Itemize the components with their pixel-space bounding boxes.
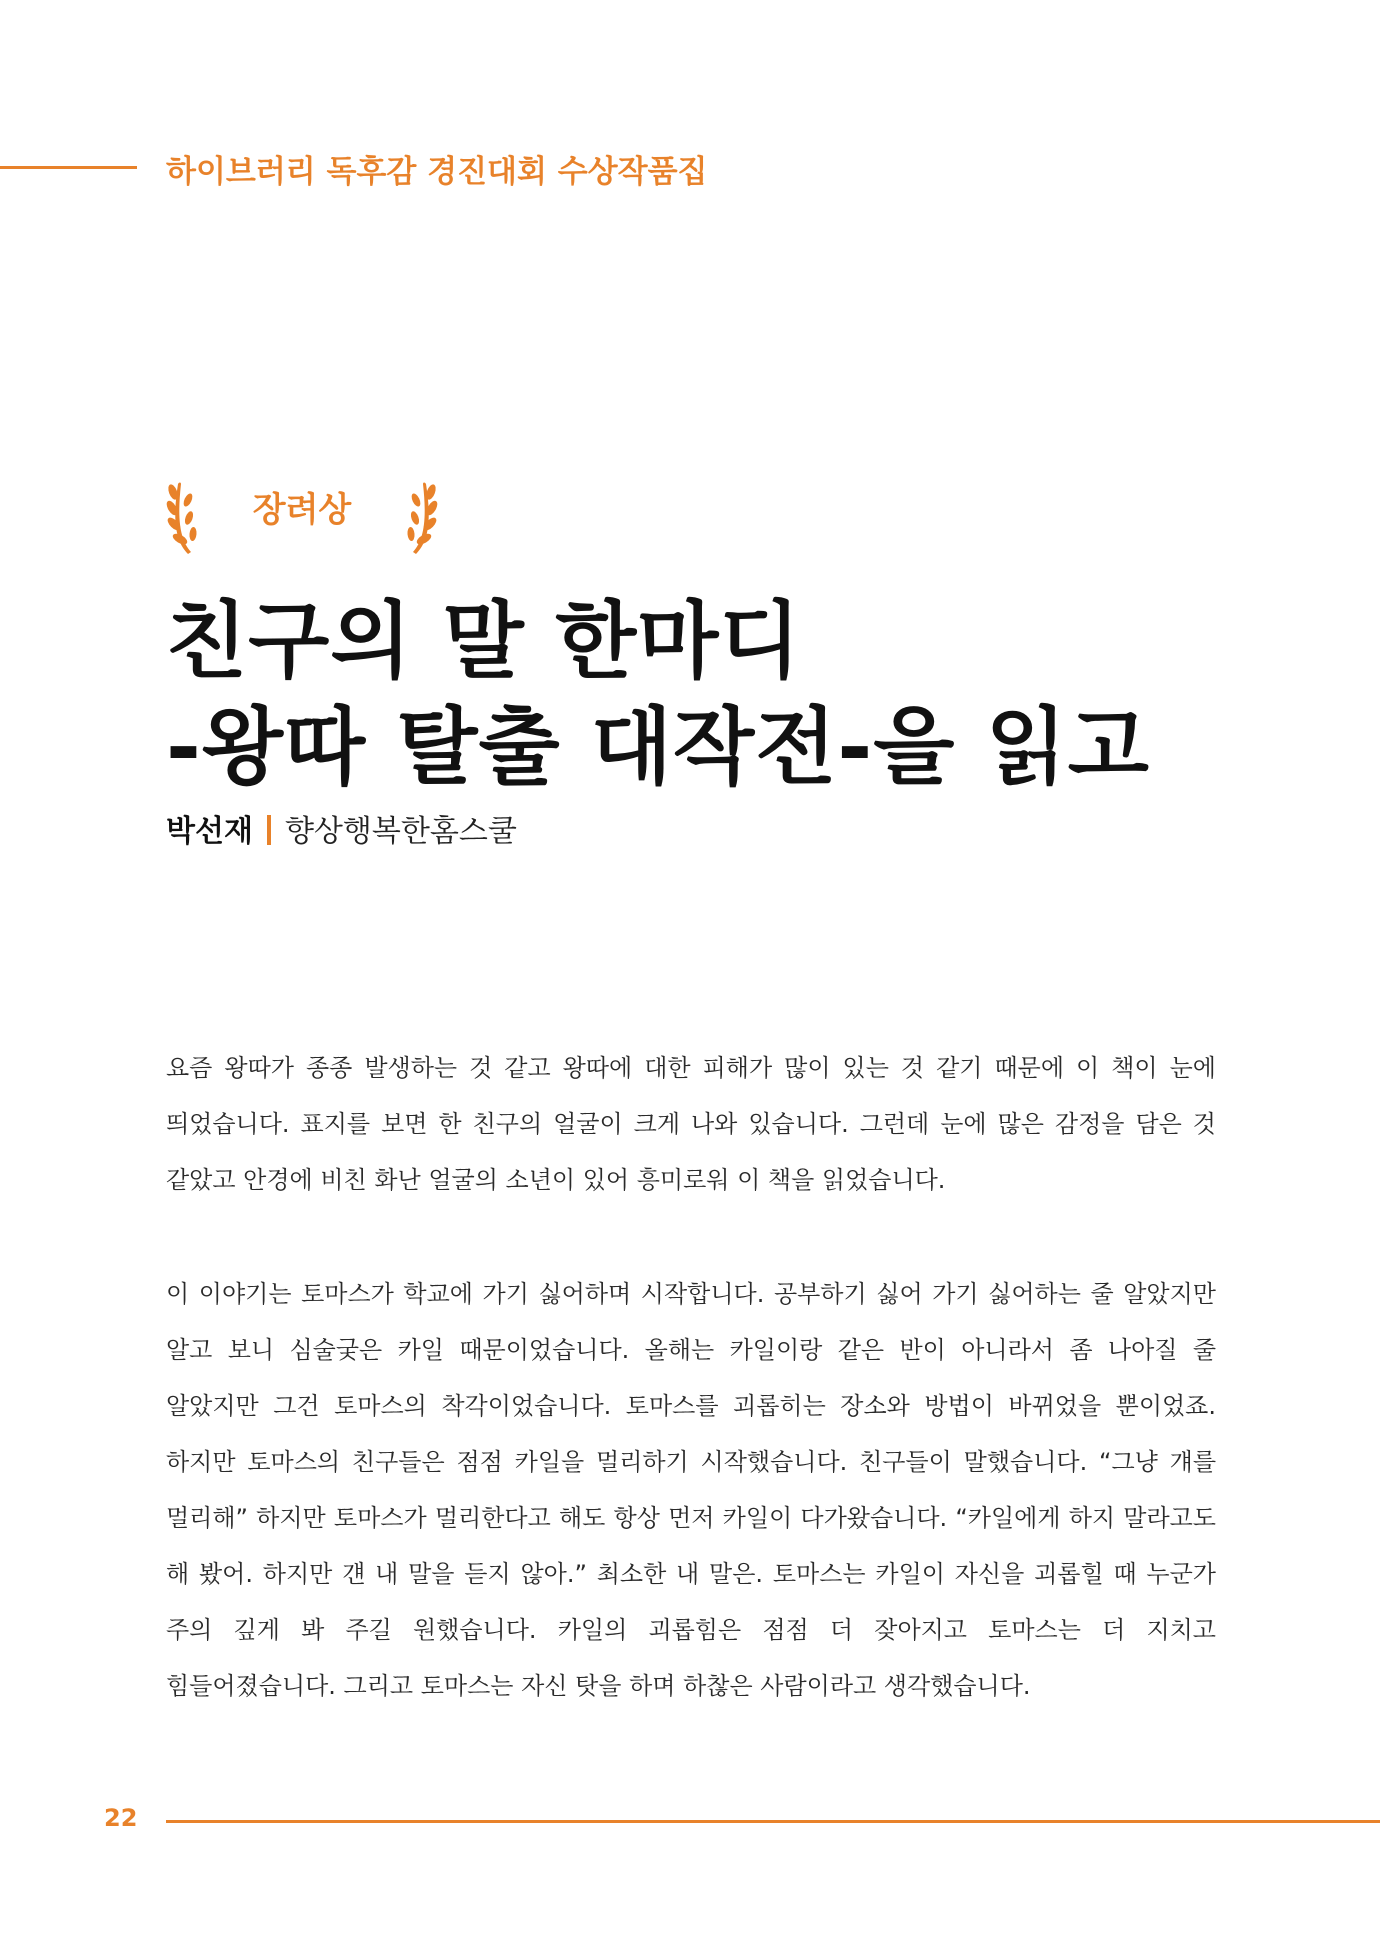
page-number: 22 — [104, 1804, 138, 1832]
paragraph-2: 이 이야기는 토마스가 학교에 가기 싫어하며 시작합니다. 공부하기 싫어 가기 싫어하는 줄 알았지만 알고 보니 심술궂은 카일 때문이었습니다. 올해는 카일이랑 같은 반이 아니라서 좀 나아질 줄 알았지만 그건 토마스의 착각이었습니다. 토마스를 괴롭히는 장소와 방법이 바뀌었을 뿐이었죠. 하지만 토마스의 친구들은 점점 카일을 멀리하기 시작했습니다. 친구들이 말했습니다. “그냥 걔를 멀리해” 하지만 토마스가 멀리한다고 해도 항상 먼저 카일이 다가왔습니다. “카일에게 하지 말라고도 해 봤어. 하지만 걘 내 말을 듣지 않아.” 최소한 내 말은. 토마스는 카일이 자신을 괴롭힐 때 누군가 주의 깊게 봐 주길 원했습니다. 카일의 괴롭힘은 점점 더 잦아지고 토마스는 더 지치고 힘들어졌습니다. 그리고 토마스는 자신 탓을 하며 하찮은 사람이라고 생각했습니다. — [166, 1280, 1216, 1700]
essay-body — [166, 1040, 1216, 1772]
header-rule — [0, 166, 137, 169]
byline — [166, 806, 517, 850]
award-badge — [166, 476, 438, 558]
school-name: 향상행복한홈스쿨 — [284, 814, 517, 849]
footer-rule — [166, 1820, 1380, 1823]
publication-title: 하이브러리 독후감 경진대회 수상작품집 — [166, 154, 708, 190]
award-label: 장려상 — [252, 490, 352, 530]
essay-title-line-2: -왕따 탈출 대작전-을 읽고 — [166, 698, 1150, 796]
byline-separator — [267, 815, 271, 845]
essay-title-line-1: 친구의 말 한마디 — [166, 592, 802, 690]
author-name: 박선재 — [166, 814, 253, 849]
laurel-wreath-right-icon — [398, 476, 438, 558]
essay-title — [166, 588, 1150, 800]
paragraph-1: 요즘 왕따가 종종 발생하는 것 같고 왕따에 대한 피해가 많이 있는 것 같기 때문에 이 책이 눈에 띄었습니다. 표지를 보면 한 친구의 얼굴이 크게 나와 있습니다. 그런데 눈에 많은 감정을 담은 것 같았고 안경에 비친 화난 얼굴의 소년이 있어 흥미로워 이 책을 읽었습니다. — [166, 1054, 1216, 1194]
